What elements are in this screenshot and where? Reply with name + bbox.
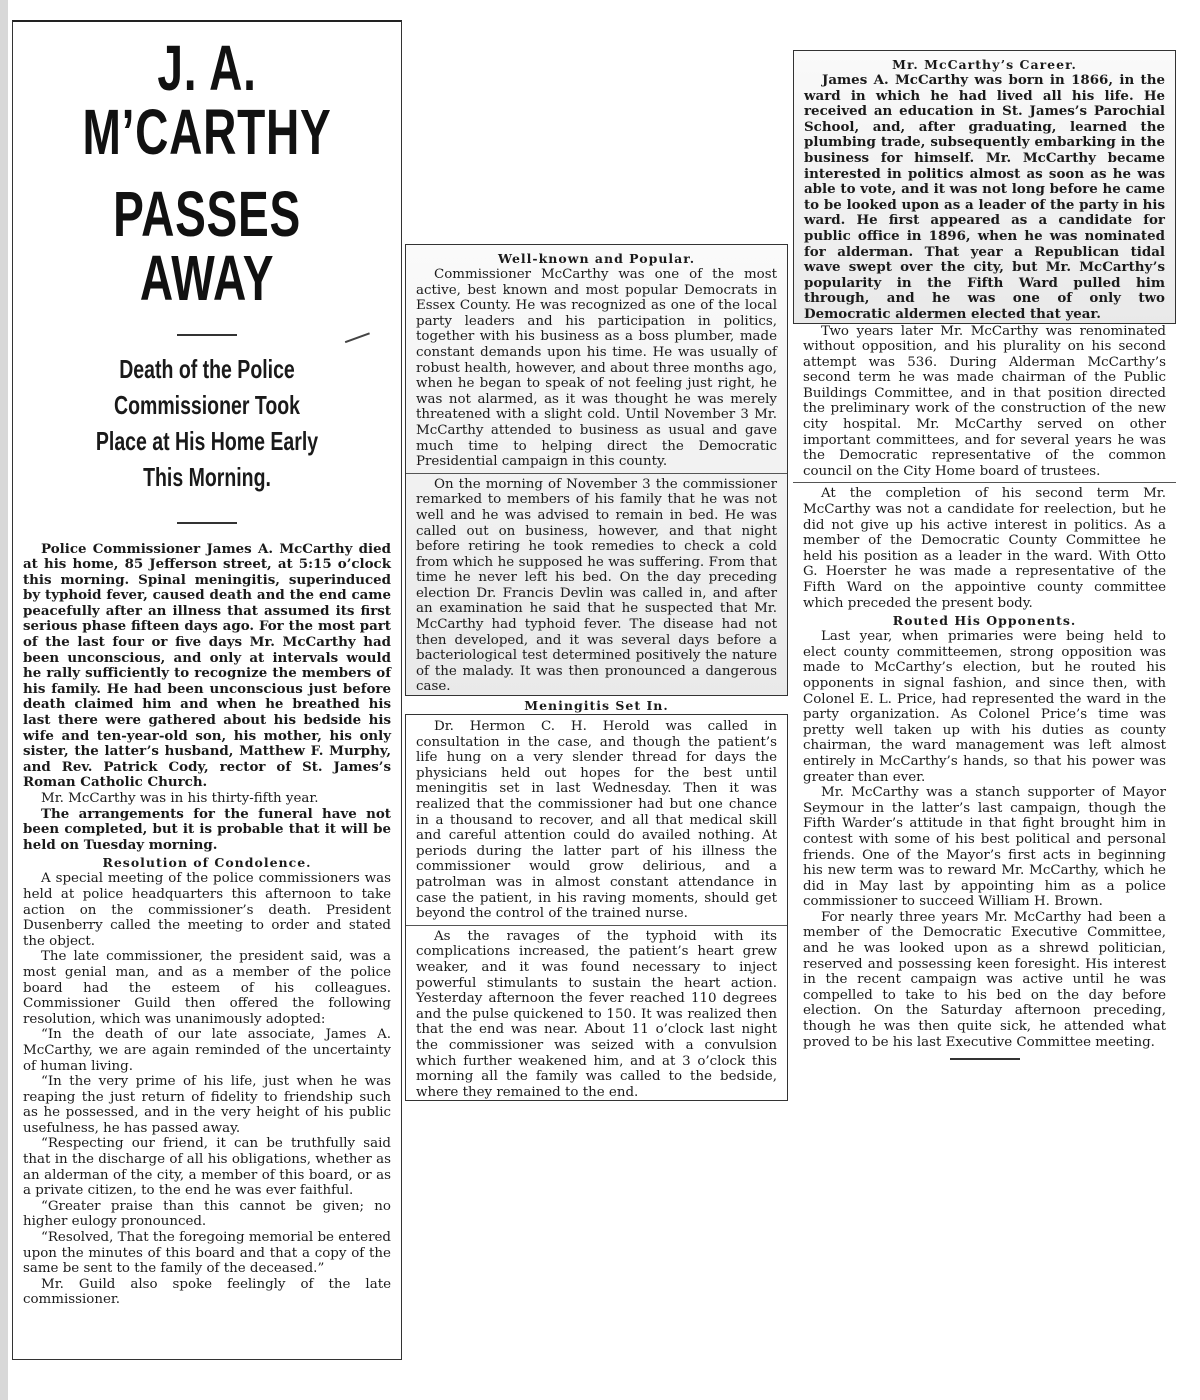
paragraph: Police Commissioner James A. McCarthy died at his home, 85 Jefferson street, at 5:15 o’clock this morning. Spinal meningitis, superinduced by typhoid fever, caused death and the end came peacefully after an illness that assumed its first serious phase fifteen days ago. For the most part of the last four or five days Mr. McCarthy had been unconscious, and only at intervals would he rally sufficiently to recognize the members of his family. He had been unconscious just before death claimed him and when he breathed his last there were gathered about his bedside his wife and ten-year-old son, his mother, his only sister, the latter’s husband, Matthew F. Murphy, and Rev. Patrick Cody, rector of St. James’s Roman Catholic Church. bbox=[23, 540, 391, 791]
paragraph: Mr. Guild also spoke feelingly of the late commissioner. bbox=[23, 1276, 391, 1308]
paragraph: As the ravages of the typhoid with its complications increased, the patient’s heart grew weaker, and it was found necessary to inject powerful stimulants to sustain the heart action. Yesterday afternoon the fever reached 110 degrees and the pulse quickened to 150. It was realized then that the end was near. About 11 o’clock last night the commissioner was seized with a convulsion which further weakened him, and at 3 o’clock this morning all the family was called to the bedside, where they remained to the end. bbox=[416, 928, 777, 1100]
column-3 bbox=[793, 50, 1176, 1358]
paragraph: “Respecting our friend, it can be truthfully said that in the discharge of all his obligations, whether as an alderman of the city, a member of this board, or as a private citizen, to the end he was ever faithful. bbox=[23, 1136, 391, 1199]
paragraph: James A. McCarthy was born in 1866, in the ward in which he had lived all his life. He received an education in St. James’s Parochial School, and, after graduating, learned the plumbing trade, subsequently embarking in the business for himself. Mr. McCarthy became interested in politics almost as soon as he was able to vote, and it was not long before he came to be looked upon as a leader of the party in his ward. He first appeared as a candidate for public office in 1896, when he was nominated for alderman. That year a Republican tidal wave swept over the city, but Mr. McCarthy’s popularity in the Fifth Ward pulled him through, and he was one of only two Democratic aldermen elected that year. bbox=[804, 72, 1165, 322]
headline-line-2: PASSES AWAY bbox=[113, 178, 301, 314]
paragraph: A special meeting of the police commissioners was held at police headquarters this afternoon to take action on the commissioner’s death. President Dusenberry called the meeting to order and stated the object. bbox=[23, 871, 391, 949]
paragraph: On the morning of November 3 the commissioner remarked to members of his family that he was not well and he was advised to remain in bed. He was called out on business, however, and that night before retiring he took remedies to check a cold from which he supposed he was suffering. From that time he never left his bed. On the day preceding election Dr. Francis Devlin was called in, and after an examination he said that he suspected that Mr. McCarthy had typhoid fever. The disease had not then developed, and it was several days before a bacteriological test determined positively the nature of the malady. It was then pronounced a dangerous case. bbox=[416, 476, 777, 695]
column-1 bbox=[12, 20, 402, 1360]
deck-line-2: Place at His Home Early bbox=[95, 425, 319, 456]
divider bbox=[793, 482, 1176, 483]
column-2 bbox=[405, 244, 788, 1364]
section-well-known bbox=[405, 244, 788, 696]
divider bbox=[177, 522, 237, 524]
paragraph: The arrangements for the funeral have not been completed, but it is probable that it will be held on Tuesday morning. bbox=[23, 805, 391, 853]
end-rule bbox=[950, 1058, 1020, 1060]
section-meningitis bbox=[405, 714, 788, 1101]
paragraph: “In the very prime of his life, just when he was reaping the just return of fidelity to friendship such as he possessed, and in the very height of his public usefulness, he has passed away. bbox=[23, 1074, 391, 1136]
section-career bbox=[793, 50, 1176, 324]
paragraph: Two years later Mr. McCarthy was renominated without opposition, and his plurality on his second attempt was 536. During Alderman McCarthy’s second term he was made chairman of the Public Buildings Committee, and in that position directed the preliminary work of the construction of the new city hospital. Mr. McCarthy served on other important committees, and for several years he was the Democratic representative of the common council on the City Home board of trustees. bbox=[803, 323, 1166, 479]
paragraph: At the completion of his second term Mr. McCarthy was not a candidate for reelection, but he did not give up his active interest in politics. As a member of the Democratic County Committee he held his position as a leader in the ward. With Otto G. Hoerster he was made a representative of the Fifth Ward on the appointive county committee which preceded the present body. bbox=[803, 486, 1166, 611]
paragraph: Last year, when primaries were being held to elect county committeemen, strong opposition was made to McCarthy’s election, but he routed his opponents in signal fashion, and since then, with Colonel E. L. Price, had represented the ward in the party organization. As Colonel Price’s time was pretty well taken up with his duties as county chairman, the ward management was left almost entirely in McCarthy’s hands, so that his power was greater than ever. bbox=[803, 629, 1166, 785]
subheading: Resolution of Condolence. bbox=[102, 855, 312, 871]
divider bbox=[177, 334, 237, 336]
pen-mark bbox=[342, 325, 370, 343]
deck-line-3: This Morning. bbox=[143, 461, 271, 492]
paragraph: “Greater praise than this cannot be given; no higher eulogy pronounced. bbox=[23, 1198, 391, 1230]
divider bbox=[406, 473, 787, 474]
paragraph: “Resolved, That the foregoing memorial be entered upon the minutes of this board and that a copy of the same be sent to the family of the deceased.” bbox=[23, 1230, 391, 1277]
paragraph: Commissioner McCarthy was one of the most active, best known and most popular Democrats in Essex County. He was recognized as one of the local party leaders and his participation in politics, together with his business as a boss plumber, made constant demands upon his time. He was usually of robust health, however, and about three months ago, when he began to speak of not feeling just right, he was not alarmed, as it was thought he was merely threatened with a slight cold. Until November 3 Mr. McCarthy attended to business as usual and gave much time to helping direct the Democratic Presidential campaign in this county. bbox=[416, 267, 777, 470]
paragraph: Mr. McCarthy was a stanch supporter of Mayor Seymour in the latter’s last campaign, though the Fifth Warder’s attitude in that fight brought him in contest with some of his best political and personal friends. One of the Mayor’s first acts in beginning his new term was to reward Mr. McCarthy, which he did in May last by appointing him as a police commissioner to succeed William H. Brown. bbox=[803, 785, 1166, 910]
paragraph: Dr. Hermon C. H. Herold was called in consultation in the case, and though the patient’s life hung on a very slender thread for days the physicians held out hopes for the best until meningitis set in last Wednesday. Then it was realized that the commissioner had but one chance in a thousand to recover, and all that medical skill and careful attention could do availed nothing. At periods during the latter part of his illness the commissioner would grow delirious, and a patrolman was in almost constant attendance in case the patient, in his raving moments, should get beyond the control of the trained nurse. bbox=[416, 719, 777, 922]
paragraph: The late commissioner, the president said, was a most genial man, and as a member of the police board had the esteem of his colleagues. Commissioner Guild then offered the following resolution, which was unanimously adopted: bbox=[23, 949, 391, 1027]
paragraph: For nearly three years Mr. McCarthy had been a member of the Democratic Executive Committee, and he was looked upon as a shrewd politician, reserved and possessing keen foresight. His interest in the recent campaign was active until he was compelled to take to his bed on the day before election. On the Saturday afternoon preceding, though he was then quite sick, he attended what proved to be his last Executive Committee meeting. bbox=[803, 909, 1166, 1050]
scan-edge bbox=[0, 0, 8, 1400]
paragraph: Mr. McCarthy was in his thirty-fifth year. bbox=[41, 791, 319, 806]
subheading: Mr. McCarthy’s Career. bbox=[892, 57, 1077, 72]
divider bbox=[406, 925, 787, 926]
subheading: Meningitis Set In. bbox=[524, 698, 669, 714]
subheading: Well-known and Popular. bbox=[497, 251, 696, 266]
deck-line-1: Death of the Police Commissioner Took bbox=[113, 354, 300, 420]
headline-line-1: J. A. M’CARTHY bbox=[82, 32, 332, 168]
subheading: Routed His Opponents. bbox=[892, 613, 1077, 629]
paragraph: “In the death of our late associate, James A. McCarthy, we are again reminded of the uncertainty of human living. bbox=[23, 1027, 391, 1074]
